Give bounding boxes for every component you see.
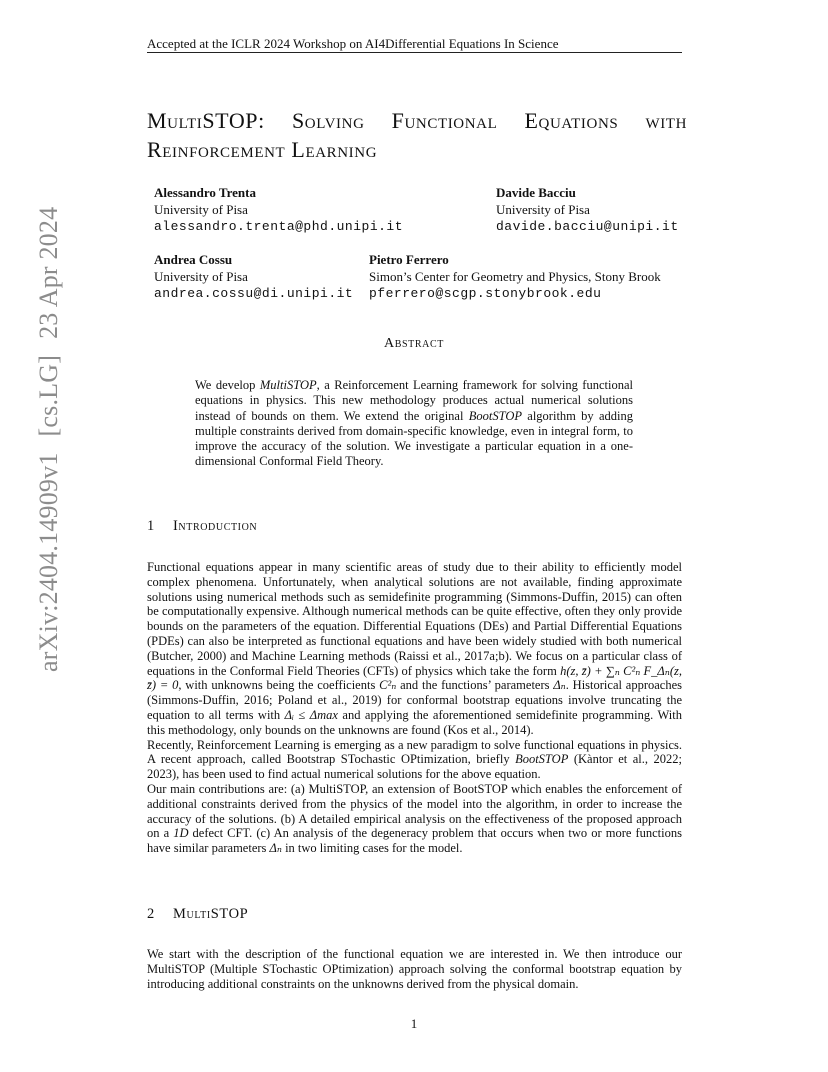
section-heading bbox=[147, 906, 248, 923]
inline-equation: h(z, z̄) + ∑ₙ C²ₙ F_Δₙ(z, z̄) = 0 bbox=[147, 663, 682, 693]
paragraph-text: Recently, Reinforcement Learning is emerging as a new paradigm to solve functional equations in physics. A recent approach, called Bootstrap STochastic OPtimization, briefly bbox=[147, 737, 682, 767]
author-affiliation: University of Pisa bbox=[496, 202, 590, 217]
abstract-text: We develop bbox=[195, 378, 260, 392]
author-name: Pietro Ferrero bbox=[369, 252, 449, 267]
author-block bbox=[369, 251, 661, 302]
paper-title: MultiSTOP: Solving Functional Equations with Reinforcement Learning bbox=[147, 108, 687, 162]
paragraph bbox=[147, 560, 682, 738]
arxiv-category: [cs.LG] bbox=[34, 354, 63, 437]
author-name: Andrea Cossu bbox=[154, 252, 233, 267]
paragraph-text: . Historical approaches (Simmons-Duffin, 2016; Poland et al., 2019) for conformal bootstrap equations involve truncating the equation to all terms with bbox=[147, 678, 683, 722]
abstract-text: , a Reinforcement Learning framework for solving functional equations in physics. This new methodology produces actual numerical solutions instead of bounds on them. We extend the original bbox=[195, 378, 633, 423]
paragraph-text: Functional equations appear in many scientific areas of study due to their ability to efficiently model complex phenomena. Unfortunately, when analytical solutions are not available, finding approximate solutions using numerical methods such as semidefinite programming (Simmons-Duffin, 2015) can often be computationally expensive. Although numerical methods can be quite effective, often they only provide bounds on the parameters of the equation. Differential Equations (DEs) and Partial Differential Equations (PDEs) can also be interpreted as functional equations and have been widely studied with both numerical (Butcher, 2000) and Machine Learning methods (Raissi et al., 2017a;b). We focus on a particular class of equations in the Conformal Field Theories (CFTs) of physics which take the form bbox=[147, 560, 682, 678]
author-block bbox=[154, 251, 353, 302]
paragraph-text: and applying the aforementioned semidefinite programming. With this methodology, only bounds on the unknowns are found (Kos et al., 2014). bbox=[147, 707, 682, 737]
author-email: pferrero@scgp.stonybrook.edu bbox=[369, 286, 602, 301]
abstract-text: algorithm by adding multiple constraints derived from domain-specific knowledge, even in integral form, to improve the accuracy of the solution. We investigate a particular equation in a one-dimensional Conformal Field Theory. bbox=[195, 408, 633, 469]
section-number: 2 bbox=[147, 906, 155, 922]
paragraph-text: in two limiting cases for the model. bbox=[281, 841, 463, 856]
author-name: Alessandro Trenta bbox=[154, 185, 256, 200]
author-affiliation: University of Pisa bbox=[154, 202, 248, 217]
author-email: alessandro.trenta@phd.unipi.it bbox=[154, 219, 404, 234]
inline-math: C²ₙ bbox=[379, 678, 397, 693]
author-name: Davide Bacciu bbox=[496, 185, 576, 200]
section-body bbox=[147, 560, 682, 856]
author-block bbox=[154, 184, 403, 235]
author-affiliation: University of Pisa bbox=[154, 269, 248, 284]
author-email: andrea.cossu@di.unipi.it bbox=[154, 286, 354, 301]
section-body bbox=[147, 947, 682, 991]
paragraph-text: , with unknowns being the coefficients bbox=[178, 678, 380, 693]
paragraph-text: defect CFT. (c) An analysis of the degeneracy problem that occurs when two or more functions have similar parameters bbox=[147, 826, 682, 856]
inline-math: 1D bbox=[173, 826, 189, 841]
abstract-body bbox=[195, 378, 633, 470]
abstract-emphasis: MultiSTOP bbox=[259, 378, 317, 392]
paragraph bbox=[147, 738, 682, 782]
author-email: davide.bacciu@unipi.it bbox=[496, 219, 679, 234]
paragraph bbox=[147, 782, 682, 856]
inline-math: Δₙ bbox=[269, 841, 282, 856]
paragraph-text: (Kàntor et al., 2022; 2023), has been used to find actual numerical solutions for the above equation. bbox=[147, 752, 682, 782]
author-affiliation: Simon’s Center for Geometry and Physics, Stony Brook bbox=[369, 269, 661, 284]
author-block bbox=[496, 184, 679, 235]
page-number: 1 bbox=[410, 1016, 418, 1031]
arxiv-date: 23 Apr 2024 bbox=[34, 206, 63, 339]
arxiv-id: arXiv:2404.14909v1 bbox=[34, 452, 63, 672]
inline-math: Δᵢ ≤ Δmax bbox=[284, 707, 338, 722]
arxiv-stamp bbox=[34, 191, 64, 672]
paragraph-text: and the functions’ parameters bbox=[396, 678, 554, 693]
section-number: 1 bbox=[147, 518, 155, 534]
paragraph-text: Our main contributions are: (a) MultiSTOP, an extension of BootSTOP which enables the enforcement of additional constraints derived from the physics of the model into the algorithm, in order to increase the accuracy of the solutions. (b) A detailed empirical analysis on the effectiveness of the proposed approach on a bbox=[147, 781, 682, 841]
abstract-emphasis: BootSTOP bbox=[468, 408, 522, 423]
header-rule bbox=[147, 52, 682, 53]
section-title: Introduction bbox=[173, 518, 258, 534]
abstract-heading: Abstract bbox=[384, 336, 444, 351]
section-title: MultiSTOP bbox=[173, 906, 249, 922]
section-heading bbox=[147, 518, 257, 535]
running-head: Accepted at the ICLR 2024 Workshop on AI4Differential Equations In Science bbox=[147, 36, 559, 51]
paragraph-emphasis: BootSTOP bbox=[515, 752, 569, 767]
inline-math: Δₙ bbox=[553, 678, 566, 693]
paragraph: We start with the description of the functional equation we are interested in. We then introduce our MultiSTOP (Multiple STochastic OPtimization) approach solving the conformal bootstrap equation by introducing additional constraints on the unknowns derived from the physical domain. bbox=[147, 947, 682, 991]
